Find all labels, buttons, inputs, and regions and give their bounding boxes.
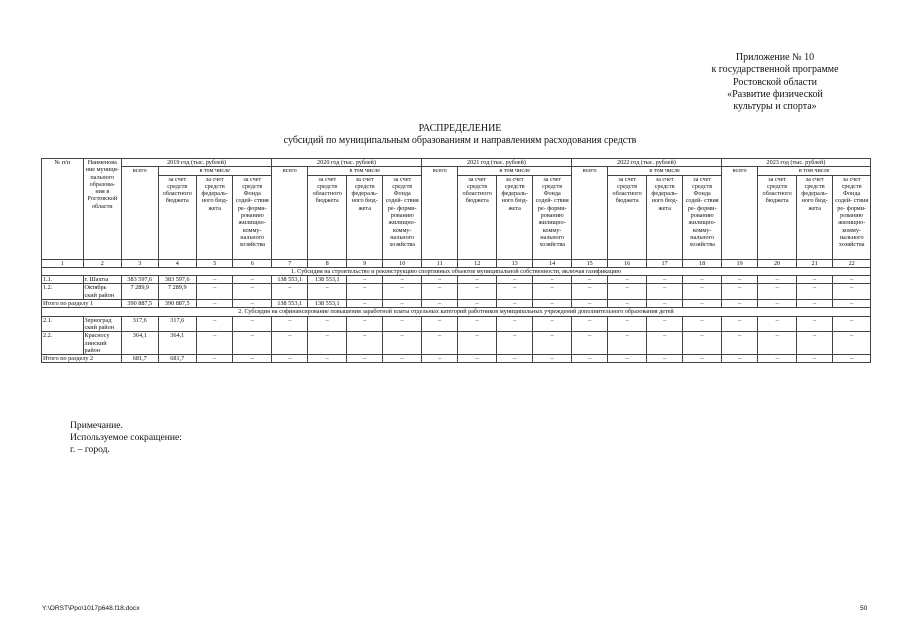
note-title: Примечание. <box>70 420 123 431</box>
row-value: – <box>421 316 457 332</box>
column-number: 6 <box>233 259 272 267</box>
column-number: 20 <box>758 259 797 267</box>
total-value: 681,7 <box>158 355 197 363</box>
total-label: Итого по разделу 1 <box>42 300 122 308</box>
total-value: 390 887,5 <box>122 300 158 308</box>
total-value: – <box>421 300 457 308</box>
header-year: 2023 год (тыс. рублей) <box>721 159 870 167</box>
section-row <box>42 267 871 275</box>
appendix-line: культуры и спорта» <box>733 101 817 113</box>
table-row <box>42 332 871 355</box>
header-year: 2021 год (тыс. рублей) <box>421 159 571 167</box>
row-value: – <box>233 284 272 300</box>
header-sub: за счет средств Фонда содей- ствия ре- форми- рованию жилищно- комму- нального хозяйства <box>233 175 272 259</box>
row-value: – <box>571 332 607 355</box>
header-sub: за счет средств федераль- ного бюд- жета <box>496 175 532 259</box>
total-value: – <box>272 355 308 363</box>
total-value: – <box>197 355 233 363</box>
total-row <box>42 355 871 363</box>
column-number: 11 <box>421 259 457 267</box>
row-value: – <box>646 284 682 300</box>
column-number: 16 <box>608 259 647 267</box>
section-title: 1. Субсидия на строительство и реконструкцию спортивных объектов муниципальной собственности, включая газификацию <box>42 267 871 275</box>
row-value: – <box>646 316 682 332</box>
appendix-line: Ростовской области <box>733 76 817 88</box>
column-number: 7 <box>272 259 308 267</box>
header-sub: за счет средств областного бюджета <box>758 175 797 259</box>
header-incl: в том числе <box>458 167 572 175</box>
column-number: 22 <box>833 259 871 267</box>
row-num: 1.1. <box>42 276 84 284</box>
column-number: 9 <box>346 259 382 267</box>
header-sub: за счет средств областного бюджета <box>308 175 347 259</box>
row-value: – <box>833 284 871 300</box>
total-value: – <box>608 355 647 363</box>
distribution-table <box>41 158 871 363</box>
header-year: 2019 год (тыс. рублей) <box>122 159 272 167</box>
section-title: 2. Субсидия на софинансирование повышения заработной платы отдельных категорий работников муниципальных учреждений дополнительного образования детей <box>42 308 871 316</box>
total-value: – <box>646 300 682 308</box>
row-value: – <box>796 276 832 284</box>
row-value: – <box>346 276 382 284</box>
total-value: – <box>833 355 871 363</box>
column-number: 8 <box>308 259 347 267</box>
total-value: – <box>683 355 722 363</box>
title-subheading: субсидий по муниципальным образованиям и направлениям расходования средств <box>283 135 637 146</box>
row-name: Зерноград ский район <box>83 316 122 332</box>
row-value: – <box>608 284 647 300</box>
total-value: – <box>197 300 233 308</box>
total-row <box>42 300 871 308</box>
row-value: – <box>383 332 422 355</box>
total-value: – <box>233 355 272 363</box>
row-value: – <box>458 284 497 300</box>
column-number: 17 <box>646 259 682 267</box>
row-num: 2.2. <box>42 332 84 355</box>
row-value: – <box>533 284 572 300</box>
section-row <box>42 308 871 316</box>
row-value: – <box>197 332 233 355</box>
total-value: – <box>758 355 797 363</box>
row-value: – <box>683 316 722 332</box>
column-number: 13 <box>496 259 532 267</box>
row-value: – <box>833 276 871 284</box>
row-value: – <box>197 284 233 300</box>
column-number: 2 <box>83 259 122 267</box>
column-number-row <box>42 259 871 267</box>
column-number: 21 <box>796 259 832 267</box>
row-value: – <box>346 316 382 332</box>
header-incl: в том числе <box>608 167 722 175</box>
header-total: всего <box>122 167 158 259</box>
total-value: – <box>608 300 647 308</box>
row-value: – <box>421 332 457 355</box>
row-value: – <box>272 284 308 300</box>
table-row <box>42 276 871 284</box>
row-value: 138 553,1 <box>308 276 347 284</box>
total-value: – <box>796 300 832 308</box>
row-value: 364,1 <box>122 332 158 355</box>
row-value: – <box>571 276 607 284</box>
row-value: – <box>496 276 532 284</box>
total-value: – <box>421 355 457 363</box>
row-value: – <box>758 332 797 355</box>
total-value: – <box>796 355 832 363</box>
row-value: – <box>796 316 832 332</box>
header-incl: в том числе <box>158 167 272 175</box>
column-number: 5 <box>197 259 233 267</box>
total-value: – <box>458 300 497 308</box>
page-number: 50 <box>860 605 868 612</box>
row-value: – <box>533 316 572 332</box>
column-number: 14 <box>533 259 572 267</box>
row-value: – <box>458 316 497 332</box>
total-value: – <box>758 300 797 308</box>
header-row <box>42 159 871 167</box>
row-num: 1.2. <box>42 284 84 300</box>
header-sub: за счет средств областного бюджета <box>458 175 497 259</box>
total-value: – <box>533 300 572 308</box>
row-value: – <box>571 316 607 332</box>
row-value: 7 289,9 <box>158 284 197 300</box>
document-title <box>120 123 800 147</box>
row-name: Октябрь ский район <box>83 284 122 300</box>
row-value: – <box>496 284 532 300</box>
total-value: – <box>571 300 607 308</box>
row-value: – <box>272 332 308 355</box>
column-number: 4 <box>158 259 197 267</box>
row-value: 317,6 <box>122 316 158 332</box>
header-sub: за счет средств федераль- ного бюд- жета <box>197 175 233 259</box>
row-value: – <box>233 332 272 355</box>
total-value: 138 553,1 <box>308 300 347 308</box>
row-value: – <box>496 332 532 355</box>
total-value: – <box>833 300 871 308</box>
total-value: – <box>383 300 422 308</box>
appendix-line: к государственной программе <box>711 64 839 76</box>
total-value: – <box>346 355 382 363</box>
header-total: всего <box>421 167 457 259</box>
note-abbrev: г. – город. <box>70 444 110 456</box>
row-value: – <box>233 276 272 284</box>
header-sub: за счет средств областного бюджета <box>158 175 197 259</box>
header-year: 2020 год (тыс. рублей) <box>272 159 422 167</box>
appendix-block <box>660 52 890 113</box>
header-sub: за счет средств Фонда содей- ствия ре- форми- рованию жилищно- комму- нального хозяйства <box>383 175 422 259</box>
row-value: – <box>571 284 607 300</box>
appendix-line: «Развитие физической <box>727 88 823 100</box>
row-value: – <box>421 284 457 300</box>
total-value: – <box>383 355 422 363</box>
row-value: – <box>533 332 572 355</box>
row-value: – <box>721 276 757 284</box>
table-body <box>42 159 871 363</box>
total-value: – <box>496 300 532 308</box>
row-value: – <box>383 284 422 300</box>
row-value: – <box>646 332 682 355</box>
column-number: 18 <box>683 259 722 267</box>
header-total: всего <box>272 167 308 259</box>
total-value: – <box>346 300 382 308</box>
row-value: – <box>458 332 497 355</box>
table-row <box>42 316 871 332</box>
row-value: – <box>758 284 797 300</box>
row-value: 383 597,6 <box>122 276 158 284</box>
note-block <box>70 420 182 457</box>
column-number: 19 <box>721 259 757 267</box>
row-value: – <box>233 316 272 332</box>
total-value: – <box>233 300 272 308</box>
header-sub: за счет средств Фонда содей- ствия ре- форми- рованию жилищно- комму- нального хозяйства <box>533 175 572 259</box>
row-num: 2.1. <box>42 316 84 332</box>
total-value: – <box>458 355 497 363</box>
row-value: – <box>833 316 871 332</box>
row-value: – <box>758 316 797 332</box>
row-value: – <box>721 332 757 355</box>
row-value: – <box>683 276 722 284</box>
row-value: – <box>496 316 532 332</box>
row-value: – <box>608 276 647 284</box>
header-total: всего <box>721 167 757 259</box>
total-value: 681,7 <box>122 355 158 363</box>
header-row <box>42 167 871 175</box>
total-value: – <box>308 355 347 363</box>
row-name: Красносу линский район <box>83 332 122 355</box>
row-value: – <box>683 332 722 355</box>
row-value: – <box>533 276 572 284</box>
row-value: 317,6 <box>158 316 197 332</box>
row-value: 138 553,1 <box>272 276 308 284</box>
header-incl: в том числе <box>758 167 871 175</box>
note-abbrev-title: Используемое сокращение: <box>70 432 182 444</box>
header-name: Наименова ние муници- пального образова- ния в Ростовской области <box>83 159 122 260</box>
column-number: 1 <box>42 259 84 267</box>
row-value: – <box>308 332 347 355</box>
row-value: – <box>346 332 382 355</box>
total-value: – <box>571 355 607 363</box>
appendix-line: Приложение № 10 <box>735 52 815 63</box>
total-value: – <box>496 355 532 363</box>
column-number: 12 <box>458 259 497 267</box>
row-value: – <box>272 316 308 332</box>
row-value: – <box>197 276 233 284</box>
row-value: – <box>458 276 497 284</box>
row-value: – <box>308 316 347 332</box>
header-sub: за счет средств Фонда содей- ствия ре- форми- рованию жилищно- комму- нального хозяйства <box>683 175 722 259</box>
header-num: № п/п <box>42 159 84 260</box>
header-incl: в том числе <box>308 167 422 175</box>
header-sub: за счет средств федераль- ного бюд- жета <box>796 175 832 259</box>
total-value: – <box>721 300 757 308</box>
row-value: – <box>308 284 347 300</box>
row-value: – <box>346 284 382 300</box>
column-number: 3 <box>122 259 158 267</box>
header-sub: за счет средств федераль- ного бюд- жета <box>646 175 682 259</box>
row-value: – <box>833 332 871 355</box>
row-name: г. Шахты <box>83 276 122 284</box>
row-value: – <box>758 276 797 284</box>
row-value: – <box>383 316 422 332</box>
header-sub: за счет средств областного бюджета <box>608 175 647 259</box>
header-sub: за счет средств федераль- ного бюд- жета <box>346 175 382 259</box>
row-value: – <box>796 284 832 300</box>
total-value: 390 887,5 <box>158 300 197 308</box>
total-value: – <box>646 355 682 363</box>
row-value: – <box>197 316 233 332</box>
row-value: 383 597,6 <box>158 276 197 284</box>
file-path: Y:\ORST\Ppo\1017p648.f18.docx <box>42 605 140 612</box>
row-value: – <box>683 284 722 300</box>
row-value: – <box>421 276 457 284</box>
row-value: – <box>721 316 757 332</box>
row-value: 7 289,9 <box>122 284 158 300</box>
row-value: – <box>608 332 647 355</box>
header-year: 2022 год (тыс. рублей) <box>571 159 721 167</box>
title-heading: РАСПРЕДЕЛЕНИЕ <box>418 123 502 134</box>
total-value: – <box>683 300 722 308</box>
table-row <box>42 284 871 300</box>
total-value: 138 553,1 <box>272 300 308 308</box>
header-total: всего <box>571 167 607 259</box>
row-value: – <box>383 276 422 284</box>
column-number: 15 <box>571 259 607 267</box>
row-value: – <box>796 332 832 355</box>
total-value: – <box>721 355 757 363</box>
row-value: – <box>646 276 682 284</box>
row-value: 364,1 <box>158 332 197 355</box>
row-value: – <box>608 316 647 332</box>
total-value: – <box>533 355 572 363</box>
column-number: 10 <box>383 259 422 267</box>
row-value: – <box>721 284 757 300</box>
header-sub: за счет средств Фонда содей- ствия ре- форми- рованию жилищно- комму- нального хозяйства <box>833 175 871 259</box>
total-label: Итого по разделу 2 <box>42 355 122 363</box>
